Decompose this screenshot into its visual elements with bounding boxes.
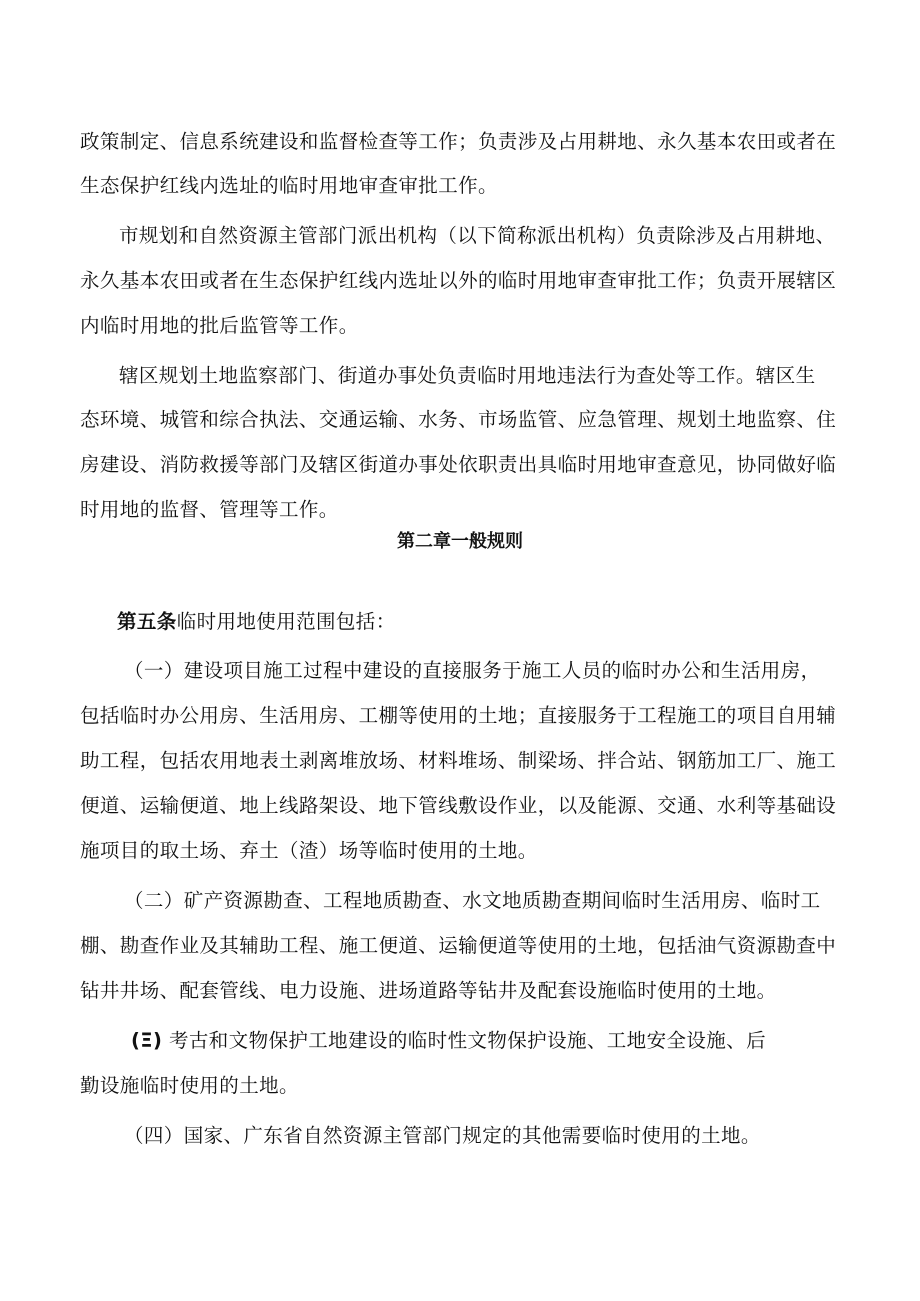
paragraph-line: 内临时用地的批后监管等工作。 <box>80 314 359 337</box>
article-label: 第五条 <box>117 610 177 633</box>
paragraph-line: 辖区规划土地监察部门、街道办事处负责临时用地违法行为查处等工作。辖区生 <box>119 364 816 387</box>
item-line: 助工程，包括农用地表土剥离堆放场、材料堆场、制梁场、拌合站、钢筋加工厂、施工 <box>80 749 837 772</box>
article-line <box>117 608 396 636</box>
item-line: 钻井井场、配套管线、电力设施、进场道路等钻井及配套设施临时使用的土地。 <box>80 979 777 1002</box>
item-line: 便道、运输便道、地上线路架设、地下管线敷设作业，以及能源、交通、水利等基础设 <box>80 794 837 817</box>
article-text: 临时用地使用范围包括： <box>176 610 396 633</box>
paragraph-line: 生态保护红线内选址的临时用地审查审批工作。 <box>80 174 498 197</box>
item-line: 施项目的取土场、弃土（渣）场等临时使用的土地。 <box>80 839 538 862</box>
item-line: 棚、勘查作业及其辅助工程、施工便道、运输便道等使用的土地，包括油气资源勘查中 <box>80 934 837 957</box>
paragraph-line: 永久基本农田或者在生态保护红线内选址以外的临时用地审查审批工作；负责开展辖区 <box>80 269 837 292</box>
item-line: 勤设施临时使用的土地。 <box>80 1074 299 1097</box>
paragraph-line: 时用地的监督、管理等工作。 <box>80 498 339 521</box>
item-text: 考古和文物保护工地建设的临时性文物保护设施、工地安全设施、后 <box>168 1029 766 1052</box>
item-line <box>131 1027 766 1055</box>
paragraph-line: 态环境、城管和综合执法、交通运输、水务、市场监管、应急管理、规划土地监察、住 <box>80 408 837 431</box>
item-label: (Ξ) <box>131 1029 163 1052</box>
paragraph-line: 房建设、消防救援等部门及辖区街道办事处依职责出具临时用地审查意见，协同做好临 <box>80 453 837 476</box>
chapter-heading: 第二章一般规则 <box>397 531 523 552</box>
item-line: （一）建设项目施工过程中建设的直接服务于施工人员的临时办公和生活用房， <box>124 659 821 682</box>
item-line: 包括临时办公用房、生活用房、工棚等使用的土地；直接服务于工程施工的项目自用辅 <box>80 704 837 727</box>
item-line: （四）国家、广东省自然资源主管部门规定的其他需要临时使用的土地。 <box>124 1124 761 1147</box>
paragraph-line: 政策制定、信息系统建设和监督检查等工作；负责涉及占用耕地、永久基本农田或者在 <box>80 130 837 153</box>
item-line: （二）矿产资源勘查、工程地质勘查、水文地质勘查期间临时生活用房、临时工 <box>124 889 821 912</box>
paragraph-line: 市规划和自然资源主管部门派出机构（以下简称派出机构）负责除涉及占用耕地、 <box>119 224 836 247</box>
